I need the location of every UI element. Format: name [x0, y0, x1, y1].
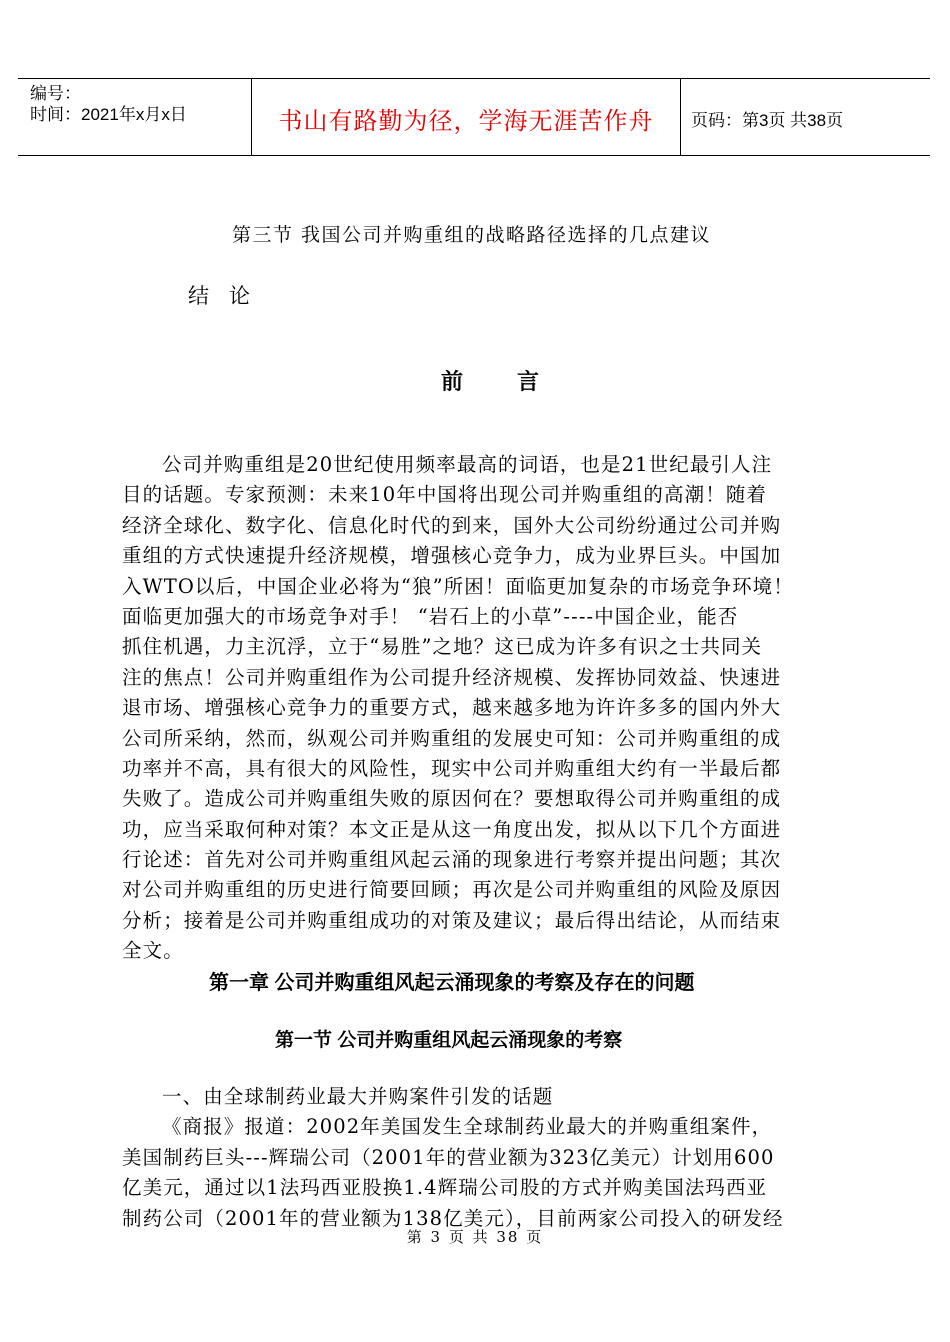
- paragraph-line: 抓住机遇，力主沉浮，立于“易胜”之地？这已成为许多有识之士共同关: [122, 635, 763, 659]
- chapter-1-body: [122, 1082, 832, 1234]
- page-header: [18, 78, 930, 156]
- header-divider: [680, 79, 681, 155]
- paragraph-line: 亿美元，通过以1法玛西亚股换1.4辉瑞公司股的方式并购美国法玛西亚: [122, 1176, 768, 1200]
- paragraph-line: 美国制药巨头---辉瑞公司（2001年的营业额为323亿美元）计划用600: [122, 1145, 775, 1169]
- header-time: 时间：2021年x月x日: [30, 105, 187, 124]
- foreword-title: 前言: [441, 369, 594, 394]
- paragraph-line: 目的话题。专家预测：未来10年中国将出现公司并购重组的高潮！随着: [122, 483, 768, 507]
- paragraph-line: 功，应当采取何种对策？本文正是从这一角度出发，拟从以下几个方面进: [122, 817, 782, 841]
- paragraph-line: 功率并不高，具有很大的风险性，现实中公司并购重组大约有一半最后都: [122, 756, 782, 780]
- paragraph-line: 《商报》报道：2002年美国发生全球制药业最大的并购重组案件，: [162, 1115, 773, 1139]
- paragraph-line: 公司所采纳，然而，纵观公司并购重组的发展史可知：公司并购重组的成: [122, 726, 782, 750]
- paragraph-line: 经济全球化、数字化、信息化时代的到来，国外大公司纷纷通过公司并购: [122, 513, 782, 537]
- paragraph-line: 退市场、增强核心竞争力的重要方式，越来越多地为许许多多的国内外大: [122, 696, 782, 720]
- subheading: 一、由全球制药业最大并购案件引发的话题: [162, 1085, 554, 1108]
- paragraph-line: 分析；接着是公司并购重组成功的对策及建议；最后得出结论，从而结束: [122, 908, 782, 932]
- paragraph-line: 全文。: [122, 939, 184, 963]
- toc-conclusion: 结论: [188, 285, 270, 308]
- paragraph-line: 公司并购重组是20世纪使用频率最高的词语，也是21世纪最引人注: [162, 453, 773, 476]
- paragraph-line: 入WTO以后，中国企业必将为“狼”所困！面临更加复杂的市场竞争环境！: [122, 574, 794, 598]
- chapter-1-title: 第一章 公司并购重组风起云涌现象的考察及存在的问题: [209, 972, 695, 994]
- toc-section-3: 第三节 我国公司并购重组的战略路径选择的几点建议: [232, 224, 712, 246]
- paragraph-line: 注的焦点！公司并购重组作为公司提升经济规模、发挥协同效益、快速进: [122, 665, 782, 689]
- paragraph-line: 制药公司（2001年的营业额为138亿美元），目前两家公司投入的研发经: [122, 1206, 784, 1230]
- paragraph-line: 行论述：首先对公司并购重组风起云涌的现象进行考察并提出问题；其次: [122, 848, 782, 872]
- header-page-number: 页码：第3页 共38页: [691, 110, 844, 130]
- paragraph-line: 面临更加强大的市场竞争对手！ “岩石上的小草”----中国企业，能否: [122, 604, 739, 628]
- paragraph-line: 重组的方式快速提升经济规模，增强核心竞争力，成为业界巨头。中国加: [122, 544, 782, 568]
- page-footer: 第 3 页 共 38 页: [406, 1228, 544, 1246]
- header-motto: 书山有路勤为径，学海无涯苦作舟: [278, 107, 654, 135]
- header-number: 编号：: [30, 84, 81, 103]
- foreword-paragraph: [122, 450, 832, 967]
- paragraph-line: 失败了。造成公司并购重组失败的原因何在？要想取得公司并购重组的成: [122, 787, 782, 811]
- paragraph-line: 对公司并购重组的历史进行简要回顾；再次是公司并购重组的风险及原因: [122, 878, 782, 902]
- header-meta: [30, 83, 187, 125]
- section-1-title: 第一节 公司并购重组风起云涌现象的考察: [275, 1030, 623, 1051]
